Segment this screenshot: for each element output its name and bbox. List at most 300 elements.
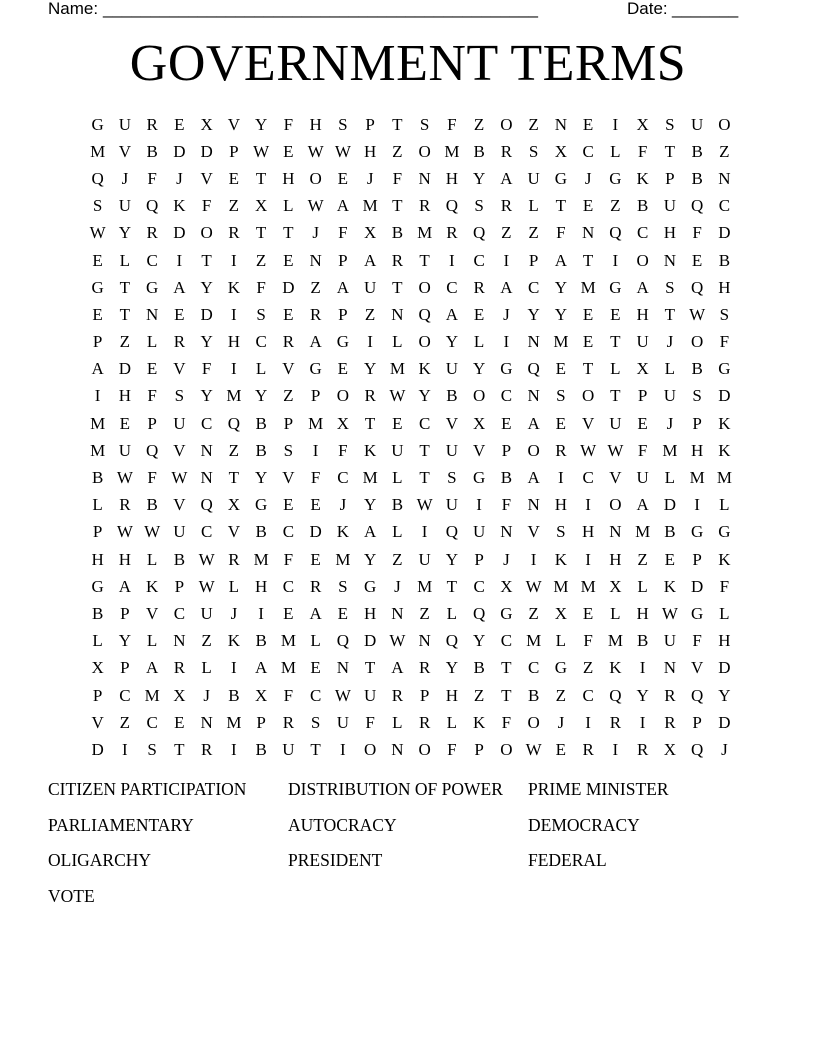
grid-letter: X	[363, 223, 377, 243]
grid-letter: C	[282, 576, 295, 596]
grid-letter: H	[445, 168, 459, 188]
grid-letter: W	[525, 739, 542, 759]
grid-letter: I	[585, 495, 591, 515]
grid-letter: P	[338, 304, 348, 324]
grid-letter: E	[582, 603, 594, 623]
grid-letter: C	[527, 277, 540, 297]
grid-letter: B	[664, 522, 676, 542]
grid-letter: H	[309, 114, 322, 134]
grid-letter: N	[609, 522, 622, 542]
grid-letter: P	[283, 413, 294, 433]
grid-letter: F	[283, 685, 294, 705]
word-list-item: DEMOCRACY	[528, 814, 640, 835]
grid-letter: N	[336, 658, 350, 678]
grid-letter: J	[203, 685, 210, 705]
grid-letter: E	[555, 739, 567, 759]
grid-letter: T	[392, 196, 403, 216]
grid-letter: A	[118, 576, 132, 596]
grid-letter: W	[307, 141, 324, 161]
grid-letter: T	[582, 359, 594, 379]
grid-letter: N	[663, 658, 677, 678]
grid-letter: H	[609, 549, 622, 569]
grid-letter: E	[555, 413, 567, 433]
word-list	[48, 777, 768, 919]
grid-letter: H	[91, 549, 104, 569]
grid-letter: U	[690, 114, 704, 134]
grid-letter: Y	[418, 386, 431, 406]
grid-letter: L	[146, 332, 158, 352]
grid-letter: X	[663, 739, 677, 759]
grid-letter: A	[336, 277, 350, 297]
grid-letter: U	[527, 168, 540, 188]
grid-letter: I	[585, 712, 591, 732]
grid-letter: T	[283, 223, 294, 243]
grid-letter: B	[255, 631, 267, 651]
grid-letter: C	[282, 522, 295, 542]
grid-letter: B	[228, 685, 240, 705]
grid-letter: Q	[609, 223, 622, 243]
grid-letter: V	[282, 359, 295, 379]
grid-letter: B	[255, 522, 267, 542]
grid-letter: T	[310, 739, 321, 759]
grid-letter: K	[554, 549, 568, 569]
grid-letter: P	[419, 685, 430, 705]
grid-letter: Q	[690, 196, 704, 216]
word-list-item: PARLIAMENTARY	[48, 814, 194, 835]
grid-letter: Y	[200, 277, 213, 297]
grid-letter: T	[419, 468, 430, 488]
grid-letter: P	[692, 549, 702, 569]
grid-letter: P	[474, 549, 484, 569]
grid-letter: Y	[718, 685, 731, 705]
grid-letter: I	[612, 114, 619, 134]
grid-letter: P	[338, 250, 348, 270]
grid-letter: P	[120, 658, 130, 678]
grid-letter: V	[581, 413, 595, 433]
grid-letter: B	[500, 468, 513, 488]
grid-letter: W	[89, 223, 106, 243]
grid-letter: H	[636, 304, 649, 324]
grid-letter: C	[146, 712, 158, 732]
grid-letter: A	[145, 658, 159, 678]
grid-letter: F	[392, 168, 403, 188]
grid-letter: C	[500, 631, 513, 651]
grid-letter: I	[340, 739, 346, 759]
grid-letter: S	[338, 576, 348, 596]
grid-letter: N	[200, 712, 213, 732]
grid-letter: L	[528, 196, 539, 216]
grid-letter: T	[555, 196, 567, 216]
grid-letter: A	[363, 522, 377, 542]
grid-letter: O	[718, 114, 731, 134]
grid-letter: X	[500, 576, 513, 596]
grid-letter: J	[339, 495, 347, 515]
grid-letter: T	[364, 413, 376, 433]
grid-letter: H	[718, 277, 731, 297]
grid-letter: K	[227, 277, 241, 297]
grid-letter: M	[144, 685, 160, 705]
grid-letter: R	[500, 141, 513, 161]
grid-letter: I	[503, 332, 510, 352]
grid-letter: Y	[554, 277, 568, 297]
grid-letter: V	[282, 468, 295, 488]
grid-letter: Q	[690, 739, 704, 759]
grid-letter: O	[418, 739, 431, 759]
grid-letter: H	[690, 440, 704, 460]
grid-letter: D	[663, 495, 677, 515]
grid-letter: X	[472, 413, 486, 433]
grid-letter: T	[201, 250, 212, 270]
grid-letter: E	[691, 250, 703, 270]
grid-letter: I	[231, 359, 237, 379]
grid-letter: Q	[690, 277, 704, 297]
grid-letter: B	[146, 141, 158, 161]
grid-letter: B	[473, 658, 485, 678]
grid-letter: R	[418, 658, 431, 678]
grid-letter: B	[446, 386, 458, 406]
grid-letter: C	[446, 277, 458, 297]
grid-letter: C	[200, 413, 213, 433]
grid-letter: F	[447, 739, 457, 759]
grid-letter: E	[473, 304, 485, 324]
grid-letter: C	[582, 468, 594, 488]
grid-letter: H	[254, 576, 268, 596]
grid-letter: E	[337, 168, 349, 188]
grid-letter: Y	[118, 631, 132, 651]
grid-letter: S	[256, 304, 266, 324]
grid-letter: P	[256, 712, 266, 732]
grid-letter: T	[119, 304, 131, 324]
grid-letter: R	[555, 440, 567, 460]
grid-letter: U	[118, 440, 132, 460]
grid-letter: D	[718, 386, 731, 406]
grid-letter: S	[147, 739, 157, 759]
grid-letter: X	[336, 413, 350, 433]
grid-letter: H	[636, 603, 649, 623]
grid-letter: D	[200, 141, 213, 161]
grid-letter: C	[636, 223, 649, 243]
grid-letter: T	[392, 114, 403, 134]
grid-letter: S	[474, 196, 484, 216]
grid-letter: E	[283, 603, 294, 623]
header-line	[48, 0, 748, 20]
grid-letter: V	[118, 141, 132, 161]
grid-letter: A	[500, 277, 513, 297]
grid-letter: Z	[473, 114, 485, 134]
grid-letter: U	[663, 196, 677, 216]
grid-letter: T	[582, 250, 594, 270]
grid-letter: F	[501, 495, 512, 515]
grid-letter: K	[173, 196, 186, 216]
grid-letter: J	[557, 712, 565, 732]
grid-letter: S	[528, 141, 539, 161]
grid-letter: Z	[283, 386, 294, 406]
grid-letter: B	[91, 603, 104, 623]
grid-letter: B	[691, 168, 703, 188]
grid-letter: B	[255, 739, 267, 759]
grid-letter: R	[636, 739, 649, 759]
grid-letter: I	[231, 304, 237, 324]
grid-letter: V	[527, 522, 540, 542]
grid-letter: Q	[445, 522, 459, 542]
grid-letter: J	[721, 739, 728, 759]
grid-letter: Y	[254, 114, 268, 134]
grid-letter: R	[391, 685, 404, 705]
grid-letter: D	[118, 359, 132, 379]
grid-letter: Z	[528, 223, 539, 243]
grid-letter: T	[419, 250, 430, 270]
grid-letter: G	[91, 576, 104, 596]
grid-letter: K	[609, 658, 622, 678]
grid-letter: P	[637, 386, 648, 406]
grid-letter: A	[636, 277, 649, 297]
grid-letter: Q	[336, 631, 350, 651]
grid-letter: G	[91, 277, 104, 297]
grid-letter: O	[527, 712, 540, 732]
grid-letter: T	[255, 168, 267, 188]
word-list-item: FEDERAL	[528, 850, 607, 871]
grid-letter: N	[527, 386, 540, 406]
grid-letter: T	[419, 440, 430, 460]
grid-letter: U	[609, 413, 622, 433]
grid-letter: M	[226, 386, 242, 406]
grid-letter: P	[174, 576, 185, 596]
grid-letter: J	[584, 168, 592, 188]
grid-letter: W	[116, 522, 133, 542]
grid-letter: U	[173, 522, 186, 542]
grid-letter: F	[147, 386, 157, 406]
grid-letter: I	[421, 522, 428, 542]
grid-letter: C	[500, 386, 513, 406]
grid-letter: T	[501, 685, 512, 705]
grid-letter: U	[418, 549, 431, 569]
grid-letter: L	[146, 631, 158, 651]
grid-letter: K	[718, 549, 731, 569]
grid-letter: Q	[527, 359, 540, 379]
grid-letter: O	[418, 141, 431, 161]
grid-letter: Z	[119, 712, 131, 732]
date-field-line: _______	[672, 0, 739, 18]
grid-letter: E	[582, 304, 594, 324]
grid-letter: Y	[472, 168, 486, 188]
grid-letter: Z	[473, 685, 485, 705]
grid-letter: Y	[636, 685, 649, 705]
grid-letter: W	[607, 440, 624, 460]
grid-letter: M	[90, 141, 106, 161]
grid-letter: A	[336, 196, 350, 216]
grid-letter: A	[554, 250, 568, 270]
grid-letter: E	[283, 141, 294, 161]
grid-letter: F	[501, 712, 512, 732]
grid-letter: A	[527, 468, 540, 488]
grid-letter: U	[663, 631, 677, 651]
grid-letter: B	[473, 141, 485, 161]
grid-letter: N	[200, 440, 213, 460]
grid-letter: Y	[254, 386, 268, 406]
grid-letter: O	[418, 277, 431, 297]
grid-letter: J	[176, 168, 183, 188]
grid-letter: V	[609, 468, 622, 488]
grid-letter: U	[445, 440, 459, 460]
grid-letter: X	[227, 495, 241, 515]
grid-letter: P	[92, 685, 103, 705]
grid-letter: I	[231, 658, 237, 678]
grid-letter: B	[691, 141, 703, 161]
grid-letter: W	[198, 549, 215, 569]
grid-letter: K	[336, 522, 350, 542]
grid-letter: O	[527, 440, 540, 460]
grid-letter: M	[580, 576, 596, 596]
grid-letter: M	[362, 468, 378, 488]
grid-letter: A	[527, 413, 540, 433]
grid-letter: M	[444, 141, 460, 161]
grid-letter: L	[719, 495, 730, 515]
grid-letter: W	[198, 576, 215, 596]
grid-letter: E	[392, 413, 403, 433]
date-label: Date:	[627, 0, 668, 18]
grid-letter: T	[501, 658, 512, 678]
grid-letter: I	[449, 250, 455, 270]
grid-letter: J	[394, 576, 401, 596]
word-list-item: OLIGARCHY	[48, 850, 152, 871]
grid-letter: M	[553, 332, 569, 352]
grid-letter: O	[418, 332, 431, 352]
grid-letter: O	[581, 386, 595, 406]
grid-letter: T	[664, 304, 676, 324]
grid-letter: G	[718, 522, 731, 542]
grid-letter: T	[610, 332, 621, 352]
grid-letter: Q	[690, 685, 704, 705]
grid-letter: U	[445, 359, 459, 379]
grid-letter: Z	[582, 658, 594, 678]
grid-letter: V	[227, 522, 241, 542]
grid-letter: A	[173, 277, 186, 297]
grid-letter: W	[416, 495, 433, 515]
grid-letter: L	[473, 332, 485, 352]
grid-letter: B	[636, 631, 649, 651]
grid-letter: C	[718, 196, 731, 216]
grid-letter: E	[337, 603, 349, 623]
grid-letter: W	[171, 468, 188, 488]
grid-letter: P	[120, 603, 130, 623]
grid-letter: G	[609, 277, 622, 297]
grid-letter: E	[582, 332, 594, 352]
grid-letter: F	[719, 576, 730, 596]
grid-letter: P	[92, 522, 103, 542]
grid-letter: I	[476, 495, 482, 515]
grid-letter: K	[472, 712, 486, 732]
grid-letter: L	[92, 631, 103, 651]
grid-letter: I	[530, 549, 537, 569]
grid-letter: I	[94, 386, 101, 406]
grid-letter: U	[445, 495, 459, 515]
grid-letter: R	[418, 196, 431, 216]
grid-letter: L	[255, 359, 267, 379]
grid-letter: J	[666, 332, 674, 352]
grid-letter: U	[118, 196, 132, 216]
grid-letter: R	[664, 712, 676, 732]
grid-letter: I	[176, 250, 183, 270]
grid-letter: N	[391, 739, 404, 759]
grid-letter: A	[391, 658, 404, 678]
grid-letter: H	[118, 549, 132, 569]
grid-letter: Q	[227, 413, 241, 433]
grid-letter: M	[253, 549, 269, 569]
grid-letter: M	[526, 631, 542, 651]
grid-letter: B	[527, 685, 540, 705]
grid-letter: A	[254, 658, 268, 678]
grid-letter: L	[392, 712, 403, 732]
grid-letter: J	[503, 549, 510, 569]
grid-letter: C	[200, 522, 213, 542]
grid-letter: R	[609, 712, 622, 732]
grid-letter: M	[417, 223, 433, 243]
grid-letter: Q	[145, 440, 159, 460]
grid-letter: P	[692, 712, 702, 732]
grid-letter: R	[282, 712, 295, 732]
grid-letter: M	[389, 359, 405, 379]
grid-letter: E	[146, 359, 158, 379]
grid-letter: X	[173, 685, 186, 705]
grid-letter: Y	[445, 549, 459, 569]
grid-letter: C	[473, 250, 485, 270]
grid-letter: N	[527, 332, 540, 352]
grid-letter: E	[283, 304, 294, 324]
grid-letter: M	[635, 522, 651, 542]
grid-letter: V	[445, 413, 459, 433]
grid-letter: T	[119, 277, 131, 297]
grid-letter: G	[363, 576, 377, 596]
grid-letter: T	[446, 576, 458, 596]
grid-letter: Y	[118, 223, 132, 243]
grid-letter: L	[146, 549, 158, 569]
grid-letter: N	[173, 631, 186, 651]
grid-letter: L	[283, 196, 294, 216]
grid-letter: V	[145, 603, 159, 623]
grid-letter: S	[92, 196, 103, 216]
grid-letter: P	[229, 141, 239, 161]
grid-letter: Y	[445, 658, 459, 678]
grid-letter: Z	[637, 549, 648, 569]
grid-letter: E	[283, 495, 294, 515]
grid-letter: G	[309, 359, 322, 379]
grid-letter: M	[662, 440, 678, 460]
grid-letter: B	[255, 440, 267, 460]
grid-letter: D	[718, 658, 731, 678]
grid-letter: E	[582, 196, 594, 216]
grid-letter: U	[173, 413, 186, 433]
grid-letter: S	[419, 114, 430, 134]
grid-letter: E	[664, 549, 676, 569]
grid-letter: B	[146, 495, 158, 515]
grid-letter: F	[283, 114, 294, 134]
grid-letter: Q	[91, 168, 104, 188]
grid-letter: I	[612, 250, 619, 270]
grid-letter: W	[389, 386, 406, 406]
grid-letter: M	[607, 631, 623, 651]
grid-letter: F	[201, 359, 212, 379]
grid-letter: S	[556, 386, 566, 406]
page-title: GOVERNMENT TERMS	[129, 35, 687, 92]
grid-letter: F	[310, 468, 321, 488]
grid-letter: S	[447, 468, 457, 488]
grid-letter: X	[636, 114, 649, 134]
grid-letter: B	[391, 223, 404, 243]
grid-letter: H	[363, 141, 377, 161]
grid-letter: S	[719, 304, 730, 324]
grid-letter: G	[500, 603, 513, 623]
grid-letter: V	[690, 658, 704, 678]
